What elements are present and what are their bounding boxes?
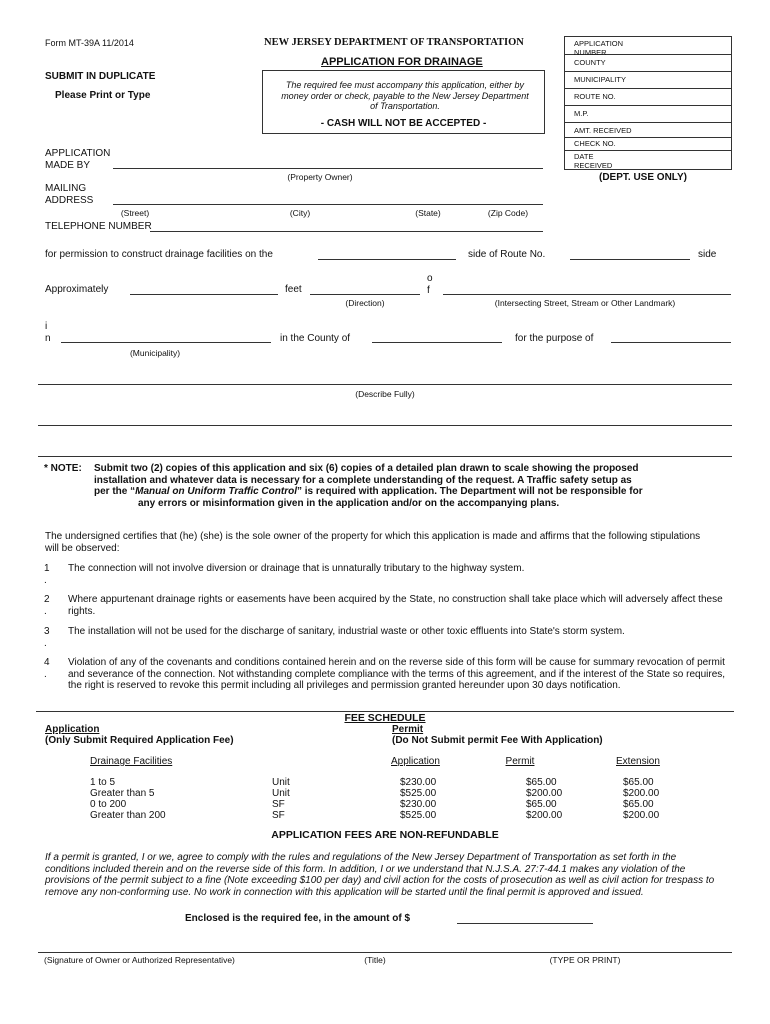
city-caption: (City) <box>289 208 311 218</box>
dept-row-date-received: DATE RECEIVED <box>574 152 613 170</box>
enclosed-label: Enclosed is the required fee, in the amount of $ <box>185 913 411 924</box>
side-field[interactable] <box>318 259 456 260</box>
agreement-text: If a permit is granted, I or we, agree to comply with the rules and regulations of the New Jersey Department of Transportation as set forth in the conditions included therein and on the reverse side of this form. In addition, I or we understand that N.J.S.A. 27:7-44.1 makes any violation of the provisions of the permit subject to a fine (Note exceeding $100 per day) and civil action for the costs of prosecution as well as civil action for trespass to remove any non-conforming use. No work in connection with this application will be started until the final permit is approved and issued. <box>45 852 715 898</box>
stipulation-number: 4 . <box>44 657 50 680</box>
mailing-address-field[interactable] <box>113 204 543 205</box>
permit-sub: (Do Not Submit permit Fee With Application) <box>392 735 603 746</box>
dept-row-check-no: CHECK NO. <box>565 138 731 151</box>
stipulation-number: 1 . <box>44 563 50 586</box>
stipulation-text: Violation of any of the covenants and conditions contained herein and on the reverse side of this form will be cause for summary revocation of permit and severance of the connection. Not withstanding complete compliance with the terms of this agreement, and if the interest of the State so requires, the right is reserved to revoke this permit including all privileges and permission granted hereunder upon 30 days notification. <box>68 657 726 691</box>
describe-caption: (Describe Fully) <box>355 389 415 399</box>
purpose-label: for the purpose of <box>515 333 594 344</box>
agency-name: NEW JERSEY DEPARTMENT OF TRANSPORTATION <box>264 37 524 48</box>
form-id: Form MT-39A 11/2014 <box>45 38 134 48</box>
direction-field[interactable] <box>310 294 420 295</box>
describe-line-2[interactable] <box>38 425 732 426</box>
fee-schedule-title: FEE SCHEDULE <box>344 712 426 724</box>
zip-caption: (Zip Code) <box>487 208 529 218</box>
dept-use-box <box>564 36 732 170</box>
direction-caption: (Direction) <box>345 298 385 308</box>
fee-notice-box <box>262 70 545 134</box>
dept-row-route-no: ROUTE NO. <box>565 89 731 106</box>
in-label-n: n <box>45 333 51 344</box>
application-sub: (Only Submit Required Application Fee) <box>45 735 234 746</box>
municipality-caption: (Municipality) <box>129 348 181 358</box>
col-permit: Permit <box>505 756 535 767</box>
fee-row-facility: 1 to 5 Greater than 5 0 to 200 Greater than 200 <box>90 777 166 821</box>
landmark-caption: (Intersecting Street, Stream or Other Landmark) <box>494 298 676 308</box>
in-label-i: i <box>45 321 48 332</box>
dept-use-only: (DEPT. USE ONLY) <box>599 172 687 183</box>
dept-row-county: COUNTY <box>565 55 731 72</box>
permit-head: Permit <box>392 724 424 735</box>
street-caption: (Street) <box>120 208 150 218</box>
signature-line[interactable] <box>38 952 732 953</box>
note-line-4: any errors or misinformation given in the application and/or on the accompanying plans. <box>138 497 560 509</box>
col-application: Application <box>391 756 440 767</box>
route-no-field[interactable] <box>570 259 690 260</box>
property-owner-caption: (Property Owner) <box>287 172 353 182</box>
permission-label: for permission to construct drainage facilities on the <box>45 249 273 260</box>
title-caption: (Title) <box>364 955 386 965</box>
submit-duplicate: SUBMIT IN DUPLICATE <box>45 71 156 82</box>
county-field[interactable] <box>372 342 502 343</box>
stipulation-text: The connection will not involve diversion or drainage that is unnaturally tributary to the highway system. <box>68 563 525 574</box>
made-by-field[interactable] <box>113 168 543 169</box>
print-or-type: Please Print or Type <box>55 90 151 101</box>
col-extension: Extension <box>616 756 660 767</box>
in-county-label: in the County of <box>280 333 351 344</box>
approximately-label: Approximately <box>45 284 109 295</box>
note-lead: * NOTE: <box>44 463 82 474</box>
fee-row-application: $230.00 $525.00 $230.00 $525.00 <box>400 777 437 821</box>
fee-amount-field[interactable] <box>457 923 593 924</box>
dept-row-municipality: MUNICIPALITY <box>565 72 731 89</box>
type-print-caption: (TYPE OR PRINT) <box>549 955 621 965</box>
feet-label: feet <box>285 284 302 295</box>
form-title: APPLICATION FOR DRAINAGE <box>321 56 483 68</box>
fee-row-unit: Unit Unit SF SF <box>272 777 290 821</box>
fee-schedule <box>36 711 734 822</box>
of-label-o: o <box>427 273 433 284</box>
application-head: Application <box>45 724 100 735</box>
dept-row-amt-received: AMT. RECEIVED <box>565 123 731 138</box>
stipulation-number: 3 . <box>44 626 50 649</box>
side-of-route-label: side of Route No. <box>468 249 546 260</box>
feet-field[interactable] <box>130 294 278 295</box>
of-label-f: f <box>427 285 430 296</box>
col-facilities: Drainage Facilities <box>90 756 173 767</box>
cash-notice: - CASH WILL NOT BE ACCEPTED - <box>320 118 487 129</box>
stipulation-text: The installation will not be used for the discharge of sanitary, industrial waste or other toxic effluents into State's storm system. <box>68 626 625 637</box>
state-caption: (State) <box>415 208 441 218</box>
side-label: side <box>698 249 717 260</box>
note-line-1: Submit two (2) copies of this application and six (6) copies of a detailed plan drawn to scale showing the proposed <box>94 463 639 474</box>
stipulation-text: Where appurtenant drainage rights or easements have been acquired by the State, no construction shall take place which will adversely affect these rights. <box>68 594 723 617</box>
note-line-2: installation and whatever data is necessary for a complete understanding of the request. A Traffic safety setup as <box>94 474 632 486</box>
telephone-field[interactable] <box>150 231 543 232</box>
fee-row-permit: $65.00 $200.00 $65.00 $200.00 <box>526 777 563 821</box>
stipulation-number: 2 . <box>44 594 50 617</box>
purpose-field[interactable] <box>611 342 731 343</box>
fee-row-extension: $65.00 $200.00 $65.00 $200.00 <box>623 777 660 821</box>
made-by-label: APPLICATION MADE BY <box>45 148 111 171</box>
telephone-label: TELEPHONE NUMBER <box>45 221 152 232</box>
dept-row-application-number: APPLICATION NUMBER <box>565 37 731 55</box>
mailing-address-label: MAILING ADDRESS <box>45 183 94 206</box>
describe-line-3[interactable] <box>38 456 732 457</box>
signature-caption: (Signature of Owner or Authorized Representative) <box>44 955 235 965</box>
non-refundable: APPLICATION FEES ARE NON-REFUNDABLE <box>271 829 499 841</box>
dept-row-mp: M.P. <box>565 106 731 123</box>
certify-text: The undersigned certifies that (he) (she) is the sole owner of the property for which this application is made and affirms that the following stipulations will be observed: <box>45 531 701 554</box>
landmark-field[interactable] <box>443 294 731 295</box>
municipality-field[interactable] <box>61 342 271 343</box>
describe-line-1[interactable] <box>38 384 732 385</box>
note-line-3: per the “Manual on Uniform Traffic Control” is required with application. The Department will not be responsible for <box>94 486 643 497</box>
fee-notice: The required fee must accompany this application, either by money order or check, payable to the New Jersey Department of Transportation. <box>281 80 529 111</box>
